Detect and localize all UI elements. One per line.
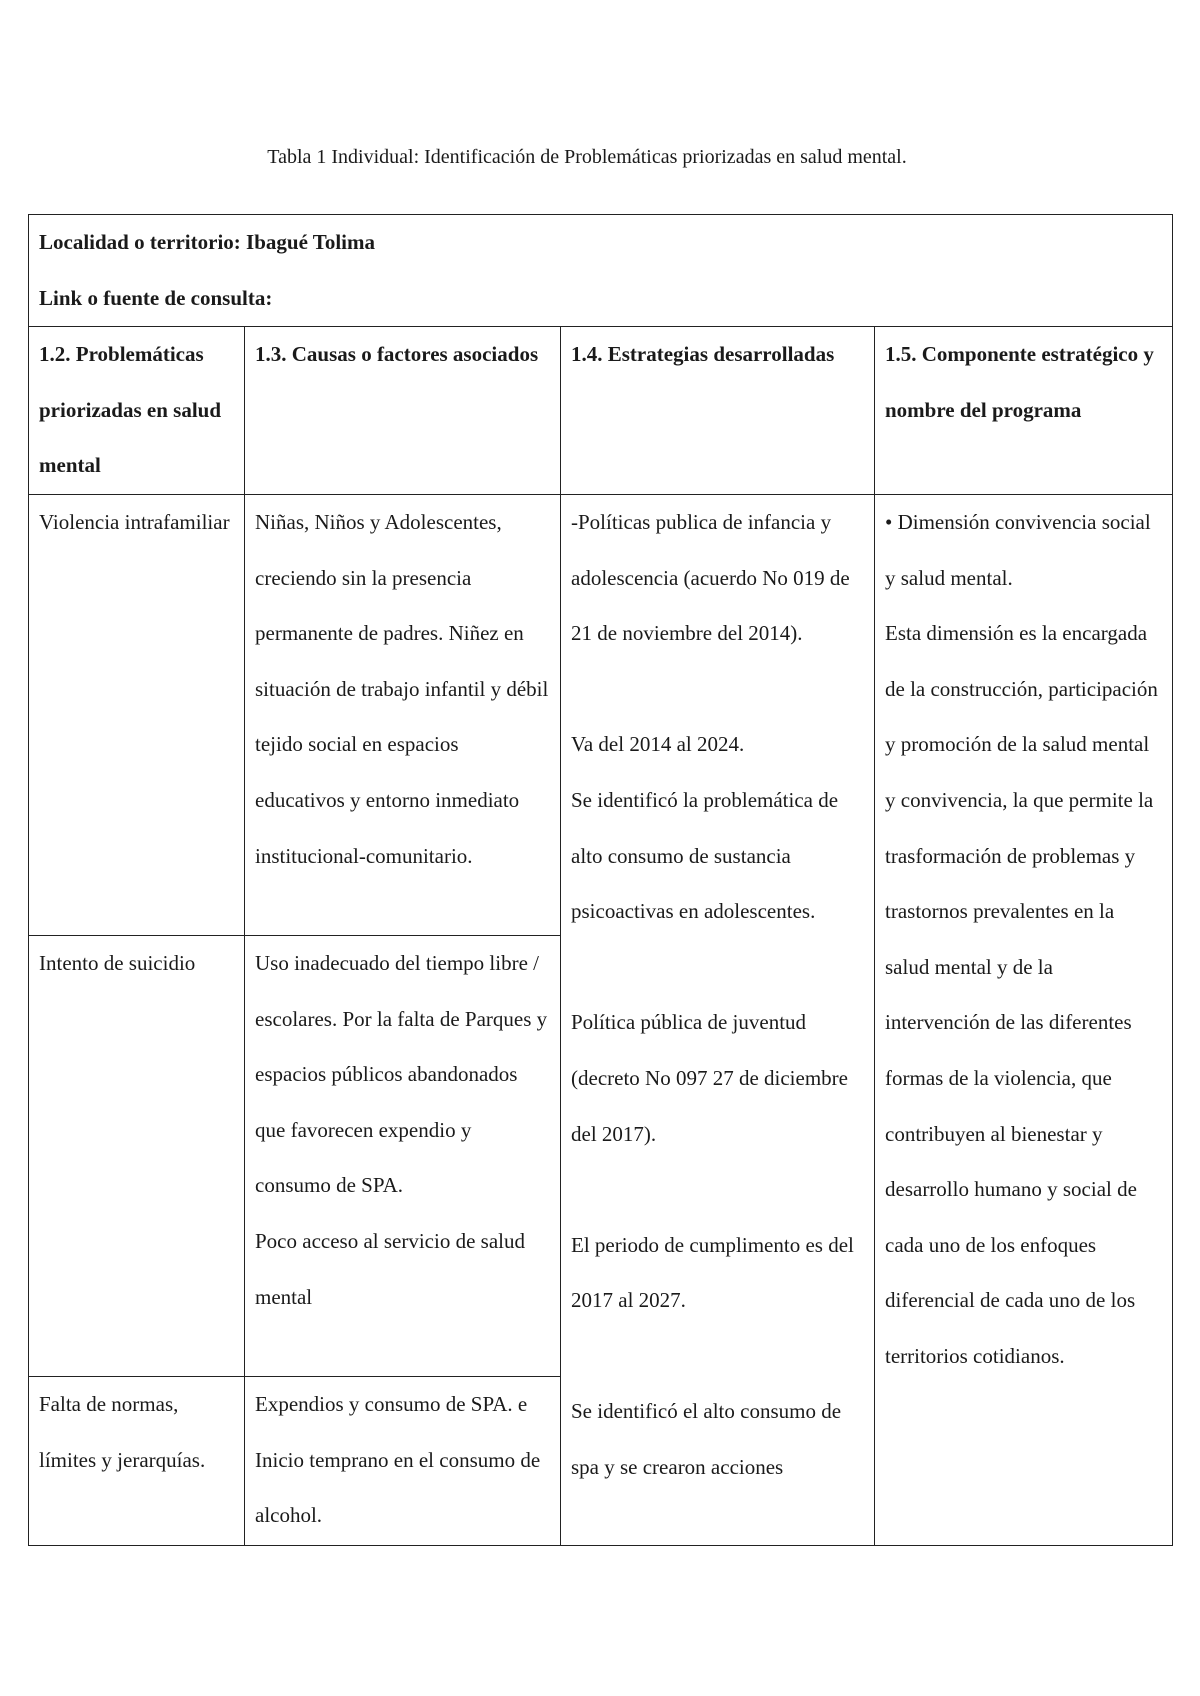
cause-extra-text: Poco acceso al servicio de salud mental: [255, 1228, 525, 1309]
header-strategies: 1.4. Estrategias desarrolladas: [561, 327, 875, 495]
info-cell: [29, 215, 1173, 327]
strategy-item: -Políticas publica de infancia y adolescencia (acuerdo No 019 de 21 de noviembre del 2014).: [571, 509, 850, 646]
header-component: 1.5. Componente estratégico y nombre del programa: [875, 327, 1173, 495]
strategies-cell: [561, 494, 875, 1545]
strategy-item: Política pública de juventud (decreto No 097 27 de diciembre del 2017).: [571, 1010, 848, 1146]
strategy-item: El periodo de cumplimento es del 2017 al 2027.: [571, 1232, 854, 1313]
strategy-item: Se identificó el alto consumo de spa y se crearon acciones: [571, 1399, 842, 1480]
cause-text: Uso inadecuado del tiempo libre / escolares. Por la falta de Parques y espacios públicos abandonados que favorecen expendio y consumo de SPA.: [255, 950, 548, 1198]
table-row: [29, 494, 1173, 935]
cause-cell: [245, 935, 561, 1376]
problem-cell: Falta de normas, límites y jerarquías.: [29, 1376, 245, 1545]
info-row: [29, 215, 1173, 327]
component-cell: [875, 494, 1173, 1545]
problem-cell: Violencia intrafamiliar: [29, 494, 245, 935]
component-description: Esta dimensión es la encargada de la construcción, participación y promoción de la salud mental y convivencia, la que permite la trasformación de problemas y trastornos prevalentes en la salud mental y de la intervención de las diferentes formas de la violencia, que contribuyen al bienestar y desarrollo humano y social de cada uno de los enfoques diferencial de cada uno de los territorios cotidianos.: [885, 621, 1158, 1368]
problem-cell: Intento de suicidio: [29, 935, 245, 1376]
source-link-label: Link o fuente de consulta:: [39, 285, 273, 310]
cause-cell: Niñas, Niños y Adolescentes, creciendo sin la presencia permanente de padres. Niñez en situación de trabajo infantil y débil tejido social en espacios educativos y entorno inmediato institucional-comunitario.: [245, 494, 561, 935]
header-causes: 1.3. Causas o factores asociados: [245, 327, 561, 495]
strategy-item: Va del 2014 al 2024.: [571, 732, 745, 757]
locality-label: Localidad o territorio: Ibagué Tolima: [39, 230, 375, 254]
header-row: [29, 327, 1173, 495]
problems-table: [28, 214, 1173, 1546]
strategy-item: Se identificó la problemática de alto consumo de sustancia psicoactivas en adolescentes.: [571, 787, 839, 924]
table-caption: Tabla 1 Individual: Identificación de Problemáticas priorizadas en salud mental.: [267, 146, 907, 168]
cause-cell: Expendios y consumo de SPA. e Inicio temprano en el consumo de alcohol.: [245, 1376, 561, 1545]
component-title: • Dimensión convivencia social y salud mental.: [885, 509, 1151, 590]
header-problems: 1.2. Problemáticas priorizadas en salud mental: [29, 327, 245, 495]
